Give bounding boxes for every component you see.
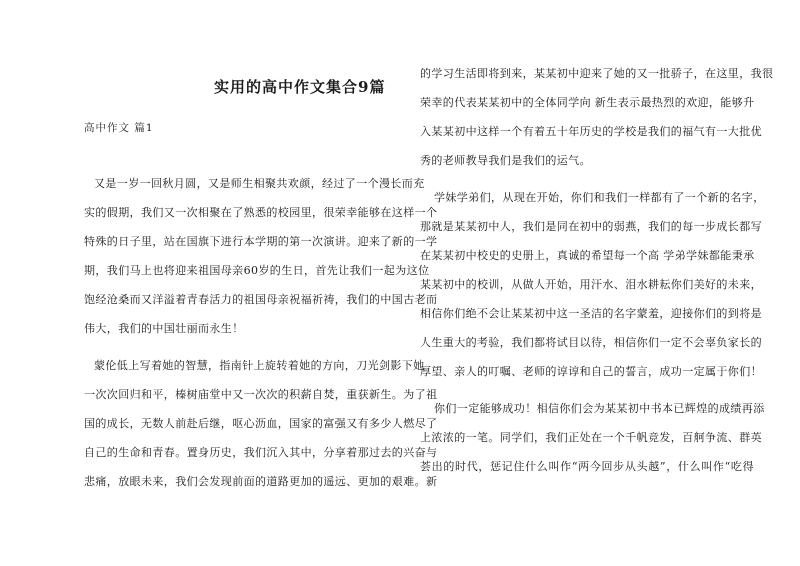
text-line: 的学习生活即将到来，某某初中迎来了她的又一批骄子，在这里，我很: [420, 67, 774, 80]
text-line: 相信你们绝不会让某某初中这一圣洁的名字蒙羞，迎接你们的到将是: [420, 307, 762, 320]
text-line: 人生重大的考验，我们都将试目以待，相信你们一定不会辜负家长的: [420, 336, 762, 349]
text-line: 饱经沧桑而又洋溢着青春活力的祖国母亲祝福祈祷，我们的中国古老而: [84, 293, 438, 306]
text-line: 实的假期，我们又一次相聚在了熟悉的校园里，很荣幸能够在这样一个: [84, 206, 438, 219]
text-line: 特殊的日子里，站在国旗下进行本学期的第一次演讲。迎来了新的一学: [84, 235, 438, 248]
text-line: 你们一定能够成功！相信你们会为某某初中书本已辉煌的成绩再添: [434, 402, 765, 415]
text-line: 悲痛，放眼未来，我们会发现前面的道路更加的遥远、更加的艰难。新: [84, 475, 438, 488]
text-line: 那就是某某初中人，我们是同在初中的弱燕，我们的每一步成长都写: [420, 220, 762, 233]
text-line: 又是一岁一回秋月圆，又是师生相聚共欢颜，经过了一个漫长而充: [94, 177, 425, 190]
text-line: 秀的老师教导我们是我们的运气。: [420, 154, 591, 167]
text-line: 国的成长，无数人前赴后继，呕心沥血，国家的富强又有多少人燃尽了: [84, 417, 438, 430]
document-title: 实用的高中作文集合9篇: [214, 78, 386, 96]
text-line: 自己的生命和青春。置身历史，我们沉入其中，分享着那过去的兴奋与: [84, 446, 438, 459]
text-line: 荣幸的代表某某初中的全体同学向 新生表示最热烈的欢迎，能够升: [420, 96, 755, 109]
text-line: 荟出的时代，惩记住什么叫作“两今回步从头越”，什么叫作“吃得: [420, 460, 754, 473]
text-line: 入某某初中这样一个有着五十年历史的学校是我们的福气有一大批优: [420, 125, 762, 138]
text-line: 期，我们马上也将迎来祖国母亲60岁的生日，首先让我们一起为这位: [84, 264, 430, 277]
text-line: 一次次回归和平，榛树庙堂中又一次次的积薪自焚，重获新生。为了祖: [84, 388, 438, 401]
text-line: 伟大，我们的中国壮丽而永生！: [84, 322, 244, 335]
text-line: 在某某初中校史的史册上，真诚的希望每一个高 学弟学妹都能秉承: [420, 249, 755, 262]
essay-heading: 高中作文 篇1: [84, 122, 154, 134]
text-line: 厚望、亲人的叮嘱、老师的谆谆和自己的誓言，成功一定属于你们！: [420, 365, 762, 378]
text-line: 学妹学弟们，从现在开始，你们和我们一样都有了一个新的名字，: [434, 191, 765, 204]
text-line: 某某初中的校训，从做人开始，用汗水、泪水耕耘你们美好的未来，: [420, 278, 762, 291]
text-line: 上浓浓的一笔。同学们，我们正处在一个千帆竞发，百舸争流、群英: [420, 431, 762, 444]
text-line: 蒙伦低上写着她的智慧，指南针上旋转着她的方向，刀光剑影下她: [94, 359, 425, 372]
